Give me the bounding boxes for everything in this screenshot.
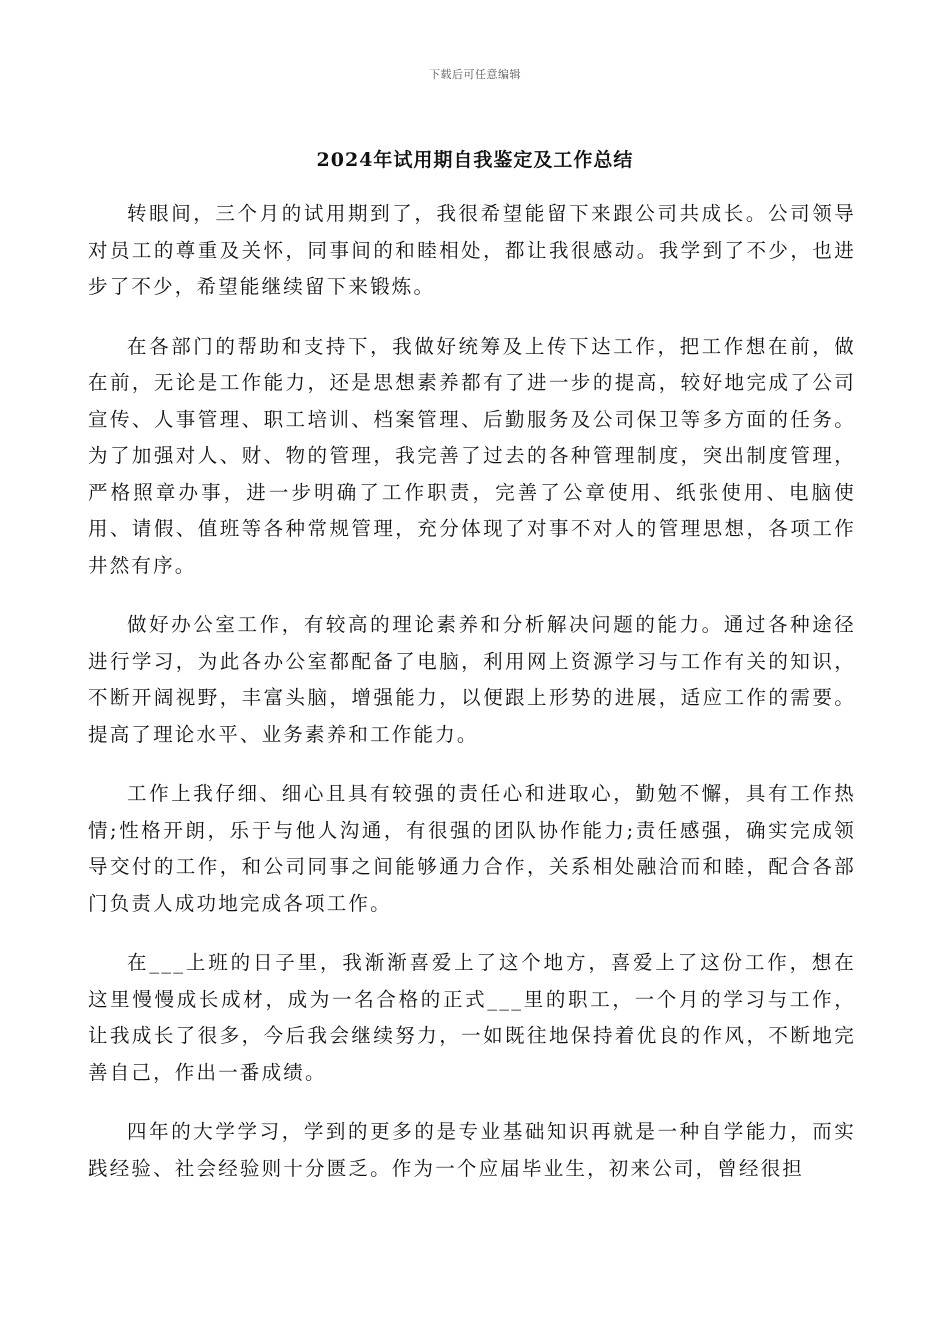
header-note: 下载后可任意编辑 <box>429 68 521 81</box>
paragraph-1: 转眼间，三个月的试用期到了，我很希望能留下来跟公司共成长。公司领导对员工的尊重及关怀，同事间的和睦相处，都让我很感动。我学到了不少，也进步了不少，希望能继续留下来锻炼。 <box>88 202 856 298</box>
paragraph-6: 四年的大学学习，学到的更多的是专业基础知识再就是一种自学能力，而实践经验、社会经验则十分匮乏。作为一个应届毕业生，初来公司，曾经很担 <box>88 1120 856 1180</box>
document-title: 2024年试用期自我鉴定及工作总结 <box>316 149 634 171</box>
paragraph-5: 在___上班的日子里，我渐渐喜爱上了这个地方，喜爱上了这份工作，想在这里慢慢成长成材，成为一名合格的正式___里的职工，一个月的学习与工作，让我成长了很多，今后我会继续努力，一如既往地保持着优良的作风，不断地完善自己，作出一番成绩。 <box>88 951 856 1084</box>
paragraph-4: 工作上我仔细、细心且具有较强的责任心和进取心，勤勉不懈，具有工作热情;性格开朗，乐于与他人沟通，有很强的团队协作能力;责任感强，确实完成领导交付的工作，和公司同事之间能够通力合作，关系相处融洽而和睦，配合各部门负责人成功地完成各项工作。 <box>88 782 856 915</box>
paragraph-3: 做好办公室工作，有较高的理论素养和分析解决问题的能力。通过各种途径进行学习，为此各办公室都配备了电脑，利用网上资源学习与工作有关的知识，不断开阔视野，丰富头脑，增强能力，以便跟上形势的进展，适应工作的需要。提高了理论水平、业务素养和工作能力。 <box>88 613 856 746</box>
document-body <box>88 196 856 1210</box>
paragraph-2: 在各部门的帮助和支持下，我做好统筹及上传下达工作，把工作想在前，做在前，无论是工作能力，还是思想素养都有了进一步的提高，较好地完成了公司宣传、人事管理、职工培训、档案管理、后勤服务及公司保卫等多方面的任务。为了加强对人、财、物的管理，我完善了过去的各种管理制度，突出制度管理，严格照章办事，进一步明确了工作职责，完善了公章使用、纸张使用、电脑使用、请假、值班等各种常规管理，充分体现了对事不对人的管理思想，各项工作井然有序。 <box>88 334 856 577</box>
